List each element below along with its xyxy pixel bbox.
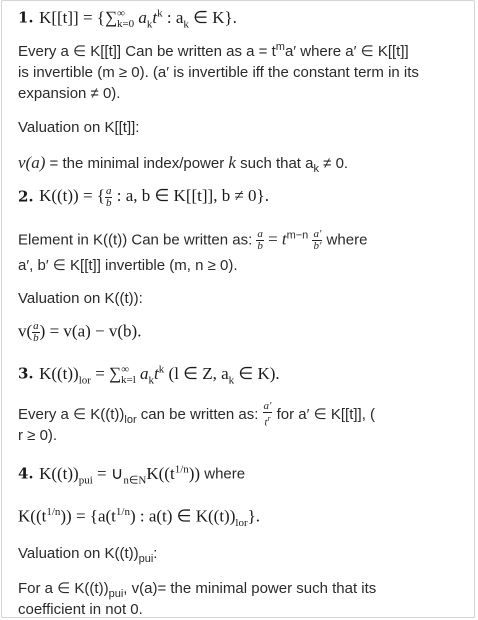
paragraph-1-line-2: is invertible (m ≥ 0). (a′ is invertible iff the constant term in its bbox=[18, 64, 419, 81]
item-1-heading bbox=[18, 7, 237, 30]
valuation-2-label: Valuation on K((t)): bbox=[18, 290, 143, 307]
paragraph-3-line-2: r ≥ 0). bbox=[18, 427, 58, 444]
item-number: 1. bbox=[18, 8, 34, 27]
item-1-formula: $K[[t]] = \{\sum^\infty_{k=0}$ $a_kt^k$ : $a_k$ ∈ K}. bbox=[39, 7, 237, 31]
valuation-4-label: Valuation on $K((t))_{pui}$: bbox=[18, 545, 158, 565]
item-4-heading: 4. $K((t))_{pui}$ = $\cup_{n\in N}K((t^{1/n}))$ where bbox=[18, 463, 246, 487]
paragraph-2-line-2: a′, b′ ∈ K[[t]] invertible (m, n ≥ 0). bbox=[18, 257, 238, 274]
final-line-1: For a ∈ $K((t))_{pui}$, v(a)= the minimal power such that its bbox=[18, 580, 377, 600]
item-number: 3. bbox=[18, 364, 34, 383]
item-number: 2. bbox=[18, 187, 34, 206]
definition-4: $K((t^{1/n})) = \{a(t^{1/n})$ : a(t) ∈ $K((t))_{lor}$}. bbox=[18, 506, 261, 530]
final-line-2: coefficient in not 0. bbox=[18, 601, 143, 618]
valuation-2-formula: v( $\frac{a}{b}$ ) = v(a) − v(b). bbox=[18, 320, 142, 344]
item-number: 4. bbox=[18, 464, 34, 483]
valuation-1-definition: v(a) = the minimal index/power k such that $a_k \ne 0$. bbox=[18, 153, 349, 175]
item-3-heading: 3. $K((t))_{lor} = \sum^\infty_{k=l}$ $a_kt^k$ (l ∈ Z, $a_k$ ∈ K). bbox=[18, 363, 280, 387]
paragraph-1-line-1: Every a ∈ K[[t]] Can be written as $a = t^ma'$ where a′ ∈ K[[t]] bbox=[18, 41, 409, 60]
item-2-heading: 2. K((t)) = { $\frac{a}{b}$ : a, b ∈ K[[t]], b ≠ 0}. bbox=[18, 185, 269, 209]
valuation-1-label: Valuation on K[[t]]: bbox=[18, 119, 140, 136]
content-frame bbox=[1, 0, 475, 618]
paragraph-3-line-1: Every a ∈ $K((t))_{lor}$ can be written as: $\frac{a'}{t^r}$ for a′ ∈ K[[t]], ( bbox=[18, 400, 376, 429]
fraction: $\frac{a}{b}$ bbox=[105, 185, 112, 209]
paragraph-2-line-1: Element in K((t)) Can be written as: $\frac{a}{b}$ = $t^{m-n}$ $\frac{a'}{b'}$ where bbox=[18, 228, 368, 252]
paragraph-1-line-3: expansion ≠ 0). bbox=[18, 85, 121, 102]
